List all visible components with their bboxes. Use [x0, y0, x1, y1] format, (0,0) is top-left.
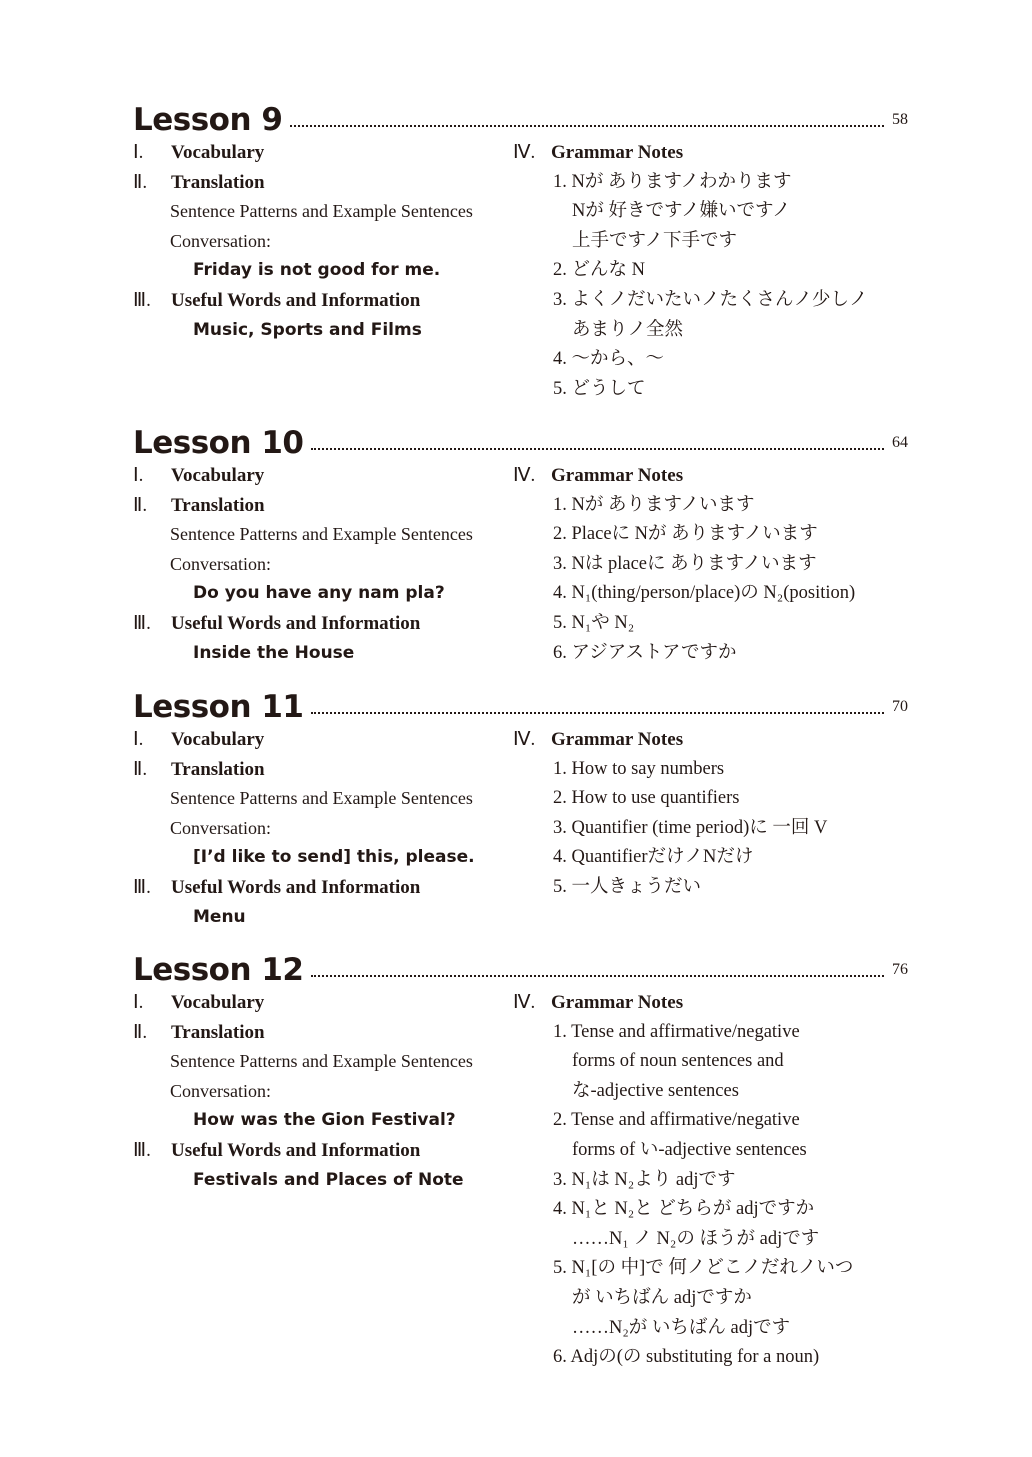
section-translation[interactable]: Ⅱ. Translation: [133, 758, 265, 780]
section-useful-words[interactable]: Ⅲ. Useful Words and Information: [133, 876, 421, 898]
sentence-patterns-link[interactable]: Sentence Patterns and Example Sentences: [170, 524, 473, 545]
dot-leader: [311, 712, 884, 714]
grammar-note[interactable]: 2. How to use quantifiers: [553, 788, 740, 809]
grammar-note-continued: ……N₁ ノ N₂の ほうが adjです: [572, 1228, 820, 1249]
section-useful-words[interactable]: Ⅲ. Useful Words and Information: [133, 289, 421, 311]
lesson-sections: [133, 725, 513, 932]
grammar-note[interactable]: 4. N₁と N₂と どちらが adjですか: [553, 1199, 815, 1220]
grammar-note[interactable]: 3. Nは placeに ありますノいます: [553, 553, 817, 574]
conversation-label: Conversation:: [170, 817, 271, 838]
lesson-10: [133, 421, 908, 663]
grammar-note[interactable]: 5. どうして: [553, 378, 646, 399]
grammar-note[interactable]: 4. QuantifierだけノNだけ: [553, 847, 754, 868]
lesson-sections: [133, 461, 513, 668]
grammar-note[interactable]: 3. よくノだいたいノたくさんノ少しノ: [553, 289, 868, 310]
conversation-label: Conversation:: [170, 553, 271, 574]
grammar-notes: [513, 725, 913, 903]
grammar-note[interactable]: 5. N₁や N₂: [553, 612, 635, 633]
grammar-note[interactable]: 5. 一人きょうだい: [553, 876, 702, 897]
lesson-title: Lesson 10: [133, 425, 304, 461]
dot-leader: [311, 975, 884, 977]
grammar-note[interactable]: 4. N₁(thing/person/place)の N₂(position): [553, 583, 856, 604]
conversation-label: Conversation:: [170, 1080, 271, 1101]
grammar-note[interactable]: 6. Adjの(の substituting for a noun): [553, 1347, 820, 1368]
page-number: 64: [892, 434, 908, 451]
grammar-note-continued: が いちばん adjですか: [572, 1287, 752, 1308]
grammar-note[interactable]: 1. Tense and affirmative/negative: [553, 1021, 800, 1042]
conversation-title[interactable]: Do you have any nam pla?: [193, 583, 445, 604]
conversation-title[interactable]: Friday is not good for me.: [193, 260, 441, 281]
lesson-header: [133, 685, 908, 725]
lesson-header: [133, 421, 908, 461]
useful-words-title[interactable]: Inside the House: [193, 642, 355, 663]
sentence-patterns-link[interactable]: Sentence Patterns and Example Sentences: [170, 1051, 473, 1072]
conversation-title[interactable]: [I’d like to send] this, please.: [193, 847, 475, 868]
section-translation[interactable]: Ⅱ. Translation: [133, 171, 265, 193]
sentence-patterns-link[interactable]: Sentence Patterns and Example Sentences: [170, 201, 473, 222]
section-vocabulary[interactable]: Ⅰ. Vocabulary: [133, 142, 265, 163]
section-vocabulary[interactable]: Ⅰ. Vocabulary: [133, 465, 265, 486]
lesson-title: Lesson 12: [133, 952, 304, 988]
grammar-note-continued: な-adjective sentences: [572, 1080, 739, 1101]
page-number: 58: [892, 111, 908, 128]
lesson-sections: [133, 138, 513, 345]
section-grammar-notes[interactable]: Ⅳ. Grammar Notes: [513, 729, 684, 750]
grammar-note[interactable]: 3. N₁は N₂より adjです: [553, 1169, 736, 1190]
grammar-note[interactable]: 3. Quantifier (time period)に 一回 V: [553, 817, 828, 838]
grammar-note[interactable]: 4. ～から、～: [553, 349, 665, 370]
lesson-title: Lesson 11: [133, 689, 304, 725]
conversation-title[interactable]: How was the Gion Festival?: [193, 1110, 456, 1131]
section-grammar-notes[interactable]: Ⅳ. Grammar Notes: [513, 142, 684, 163]
sentence-patterns-link[interactable]: Sentence Patterns and Example Sentences: [170, 788, 473, 809]
section-useful-words[interactable]: Ⅲ. Useful Words and Information: [133, 1139, 421, 1161]
grammar-note[interactable]: 2. Placeに Nが ありますノいます: [553, 524, 818, 545]
grammar-note[interactable]: 6. アジアストアですか: [553, 642, 737, 663]
section-vocabulary[interactable]: Ⅰ. Vocabulary: [133, 729, 265, 750]
lesson-12: [133, 948, 908, 1368]
section-useful-words[interactable]: Ⅲ. Useful Words and Information: [133, 612, 421, 634]
section-grammar-notes[interactable]: Ⅳ. Grammar Notes: [513, 465, 684, 486]
conversation-label: Conversation:: [170, 230, 271, 251]
dot-leader: [290, 125, 884, 127]
grammar-note-continued: Nが 好きですノ嫌いですノ: [572, 201, 791, 222]
section-translation[interactable]: Ⅱ. Translation: [133, 494, 265, 516]
useful-words-title[interactable]: Festivals and Places of Note: [193, 1169, 464, 1190]
section-translation[interactable]: Ⅱ. Translation: [133, 1021, 265, 1043]
grammar-note[interactable]: 2. Tense and affirmative/negative: [553, 1110, 800, 1131]
grammar-note-continued: forms of い-adjective sentences: [572, 1139, 807, 1160]
useful-words-title[interactable]: Menu: [193, 906, 246, 927]
grammar-note-continued: 上手ですノ下手です: [572, 230, 738, 251]
grammar-note[interactable]: 2. どんな N: [553, 260, 645, 281]
useful-words-title[interactable]: Music, Sports and Films: [193, 319, 422, 340]
lesson-11: [133, 685, 908, 927]
grammar-note[interactable]: 1. How to say numbers: [553, 758, 725, 779]
page-number: 76: [892, 961, 908, 978]
grammar-note[interactable]: 1. Nが ありますノわかります: [553, 171, 792, 192]
grammar-note-continued: あまりノ全然: [572, 319, 684, 340]
grammar-notes: [513, 988, 913, 1373]
section-vocabulary[interactable]: Ⅰ. Vocabulary: [133, 992, 265, 1013]
page-number: 70: [892, 698, 908, 715]
grammar-note-continued: forms of noun sentences and: [572, 1051, 784, 1072]
grammar-notes: [513, 461, 913, 668]
grammar-notes: [513, 138, 913, 404]
grammar-note[interactable]: 1. Nが ありますノいます: [553, 494, 755, 515]
dot-leader: [311, 448, 884, 450]
grammar-note-continued: ……N₂が いちばん adjです: [572, 1317, 791, 1338]
lesson-header: [133, 948, 908, 988]
lesson-header: [133, 98, 908, 138]
lesson-9: [133, 98, 908, 399]
section-grammar-notes[interactable]: Ⅳ. Grammar Notes: [513, 992, 684, 1013]
lesson-sections: [133, 988, 513, 1195]
grammar-note[interactable]: 5. N₁[の 中]で 何ノどこノだれノいつ: [553, 1258, 854, 1279]
lesson-title: Lesson 9: [133, 102, 283, 138]
